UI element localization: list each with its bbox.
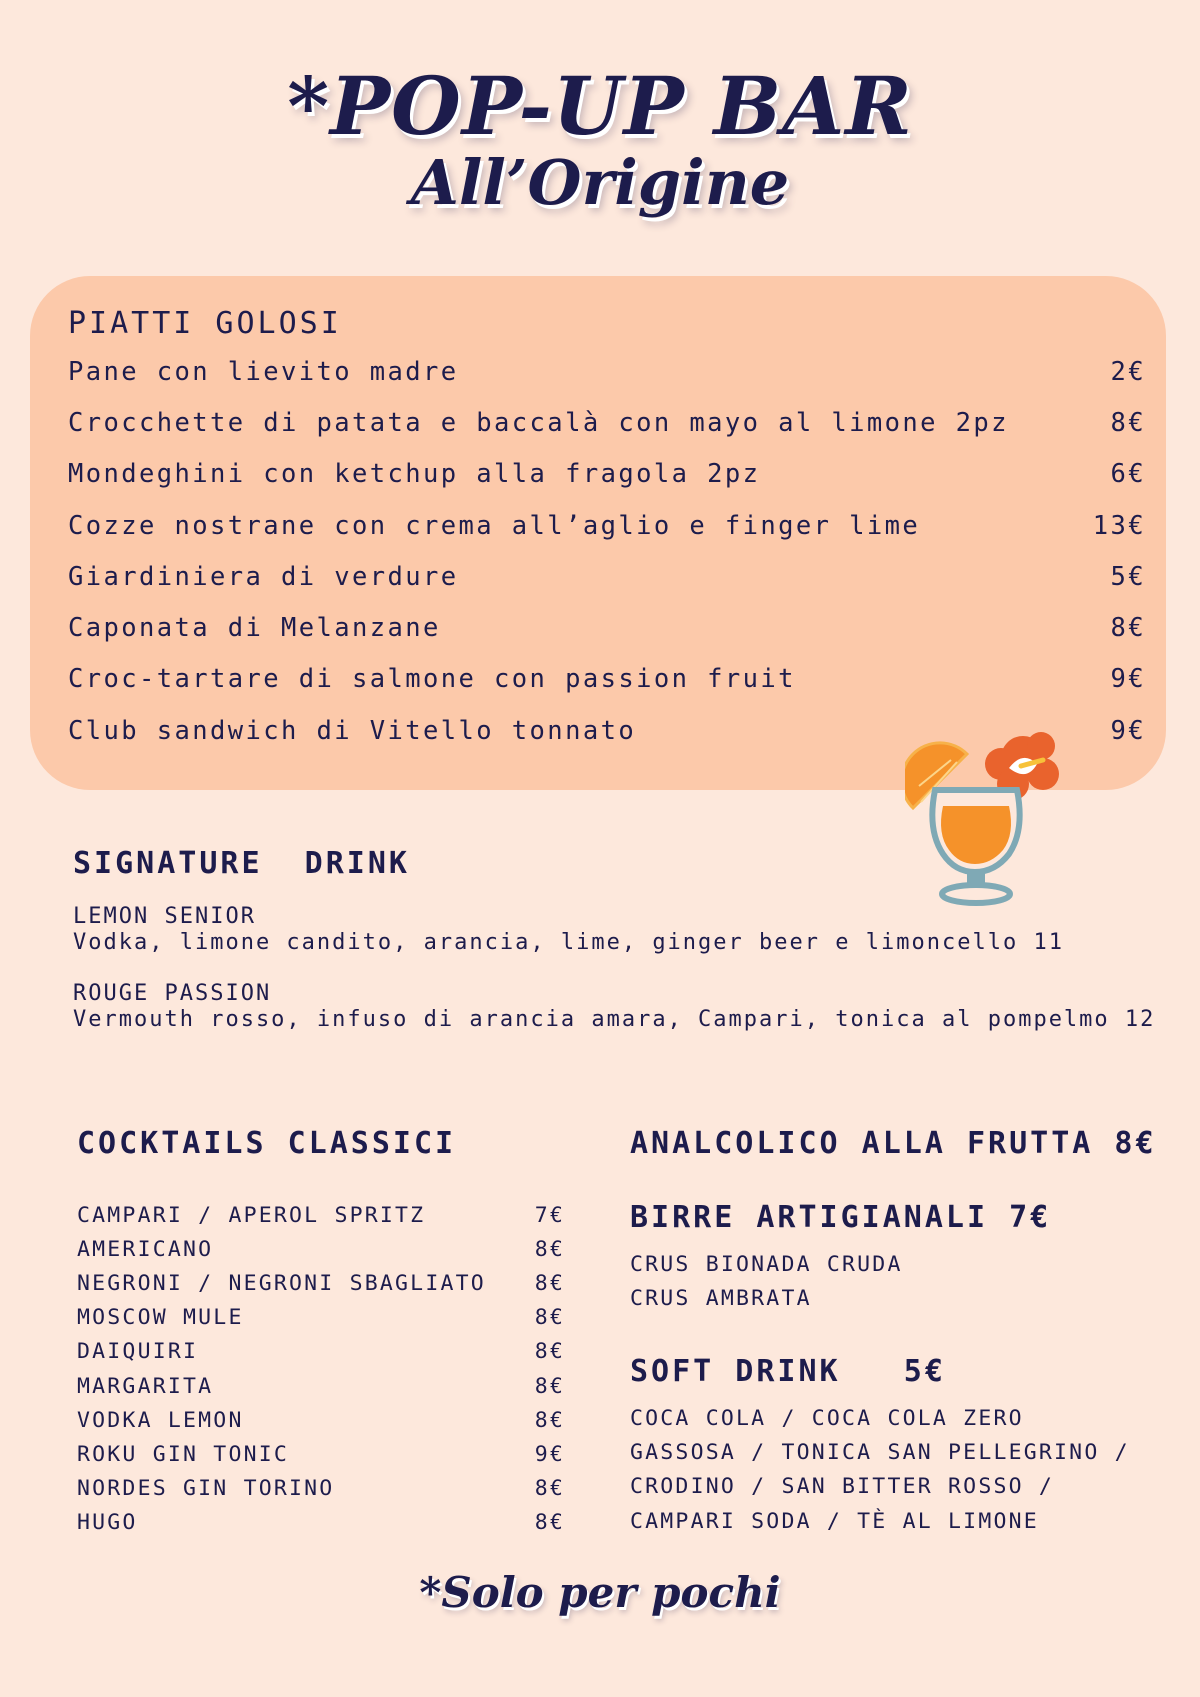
soft-drink-heading: SOFT DRINK 5€ — [630, 1354, 946, 1389]
cocktails-heading: COCKTAILS CLASSICI — [77, 1126, 457, 1161]
item-name: VODKA LEMON — [77, 1407, 244, 1433]
item-price: 2€ — [1110, 356, 1146, 387]
item-price: 9€ — [1110, 664, 1146, 695]
drink-name: LEMON SENIOR — [73, 904, 256, 929]
drink-description: Vermouth rosso, infuso di arancia amara, Campari, tonica al pompelmo 12 — [73, 1007, 1156, 1032]
item-name: Caponata di Melanzane — [68, 613, 441, 644]
piatti-heading: PIATTI GOLOSI — [68, 306, 342, 341]
item-name: Giardiniera di verdure — [68, 561, 459, 592]
item-price: 8€ — [1110, 407, 1146, 438]
item-name: ROKU GIN TONIC — [77, 1441, 290, 1467]
analcolico-heading: ANALCOLICO ALLA FRUTTA 8€ — [630, 1126, 1157, 1161]
signature-heading: SIGNATURE DRINK — [73, 846, 410, 881]
item-name: MARGARITA — [77, 1373, 214, 1399]
item-price: 8€ — [534, 1305, 565, 1331]
item-price: 8€ — [534, 1236, 565, 1262]
menu-item — [77, 1403, 565, 1437]
menu-item — [77, 1369, 565, 1403]
menu-item — [77, 1232, 565, 1266]
item-name: NEGRONI / NEGRONI SBAGLIATO — [77, 1270, 486, 1296]
menu-title: *POP-UP BAR — [287, 59, 913, 153]
item-price: 8€ — [534, 1270, 565, 1296]
item-name: Crocchette di patata e baccalà con mayo al limone 2pz — [68, 407, 1009, 438]
item-name: HUGO — [77, 1510, 138, 1536]
tropical-drink-icon — [905, 730, 1075, 915]
item-price: 8€ — [534, 1510, 565, 1536]
list-item: CRUS BIONADA CRUDA — [630, 1252, 903, 1277]
signature-drink — [73, 981, 1155, 1033]
item-price: 8€ — [534, 1339, 565, 1365]
list-item: COCA COLA / COCA COLA ZERO — [630, 1406, 1024, 1431]
drink-description: Vodka, limone candito, arancia, lime, ginger beer e limoncello 11 — [73, 930, 1064, 955]
footer-tagline: *Solo per pochi — [419, 1568, 781, 1617]
item-name: Club sandwich di Vitello tonnato — [68, 715, 637, 746]
item-price: 8€ — [534, 1373, 565, 1399]
menu-subtitle: All’Origine — [410, 146, 790, 219]
menu-item — [77, 1266, 565, 1300]
item-price: 9€ — [534, 1441, 565, 1467]
list-item: CRUS AMBRATA — [630, 1286, 812, 1312]
birre-list — [630, 1248, 903, 1316]
signature-drink — [73, 904, 1064, 956]
item-price: 6€ — [1110, 459, 1146, 490]
menu-item — [77, 1335, 565, 1369]
list-item: CAMPARI SODA / TÈ AL LIMONE — [630, 1508, 1039, 1534]
item-price: 13€ — [1092, 510, 1146, 541]
list-item: GASSOSA / TONICA SAN PELLEGRINO / — [630, 1440, 1130, 1466]
piatti-list — [68, 346, 1146, 756]
menu-item — [77, 1198, 565, 1232]
item-price: 9€ — [1110, 715, 1146, 746]
drink-name: ROUGE PASSION — [73, 981, 272, 1006]
menu-item — [68, 551, 1146, 602]
item-price: 5€ — [1110, 561, 1146, 592]
menu-item — [77, 1506, 565, 1540]
item-name: CAMPARI / APEROL SPRITZ — [77, 1202, 426, 1228]
item-price: 8€ — [534, 1407, 565, 1433]
menu-item — [68, 602, 1146, 653]
menu-item — [77, 1472, 565, 1506]
item-name: Pane con lievito madre — [68, 356, 459, 387]
item-name: AMERICANO — [77, 1236, 214, 1262]
cocktails-list — [77, 1198, 565, 1540]
item-name: DAIQUIRI — [77, 1339, 199, 1365]
item-name: MOSCOW MULE — [77, 1305, 244, 1331]
item-price: 8€ — [1110, 613, 1146, 644]
item-price: 7€ — [534, 1202, 565, 1228]
soft-drink-list — [630, 1402, 1130, 1539]
menu-item — [68, 449, 1146, 500]
menu-item — [77, 1437, 565, 1471]
menu-item — [68, 500, 1146, 551]
menu-item — [68, 397, 1146, 448]
list-item: CRODINO / SAN BITTER ROSSO / — [630, 1474, 1055, 1500]
menu-item — [77, 1301, 565, 1335]
birre-heading: BIRRE ARTIGIANALI 7€ — [630, 1200, 1052, 1235]
item-name: Cozze nostrane con crema all’aglio e finger lime — [68, 510, 921, 541]
item-name: Croc-tartare di salmone con passion fruit — [68, 664, 796, 695]
item-name: NORDES GIN TORINO — [77, 1476, 335, 1502]
item-price: 8€ — [534, 1476, 565, 1502]
menu-item — [68, 346, 1146, 397]
menu-item — [68, 654, 1146, 705]
item-name: Mondeghini con ketchup alla fragola 2pz — [68, 459, 761, 490]
cocktail-glass-icon — [932, 790, 1019, 903]
